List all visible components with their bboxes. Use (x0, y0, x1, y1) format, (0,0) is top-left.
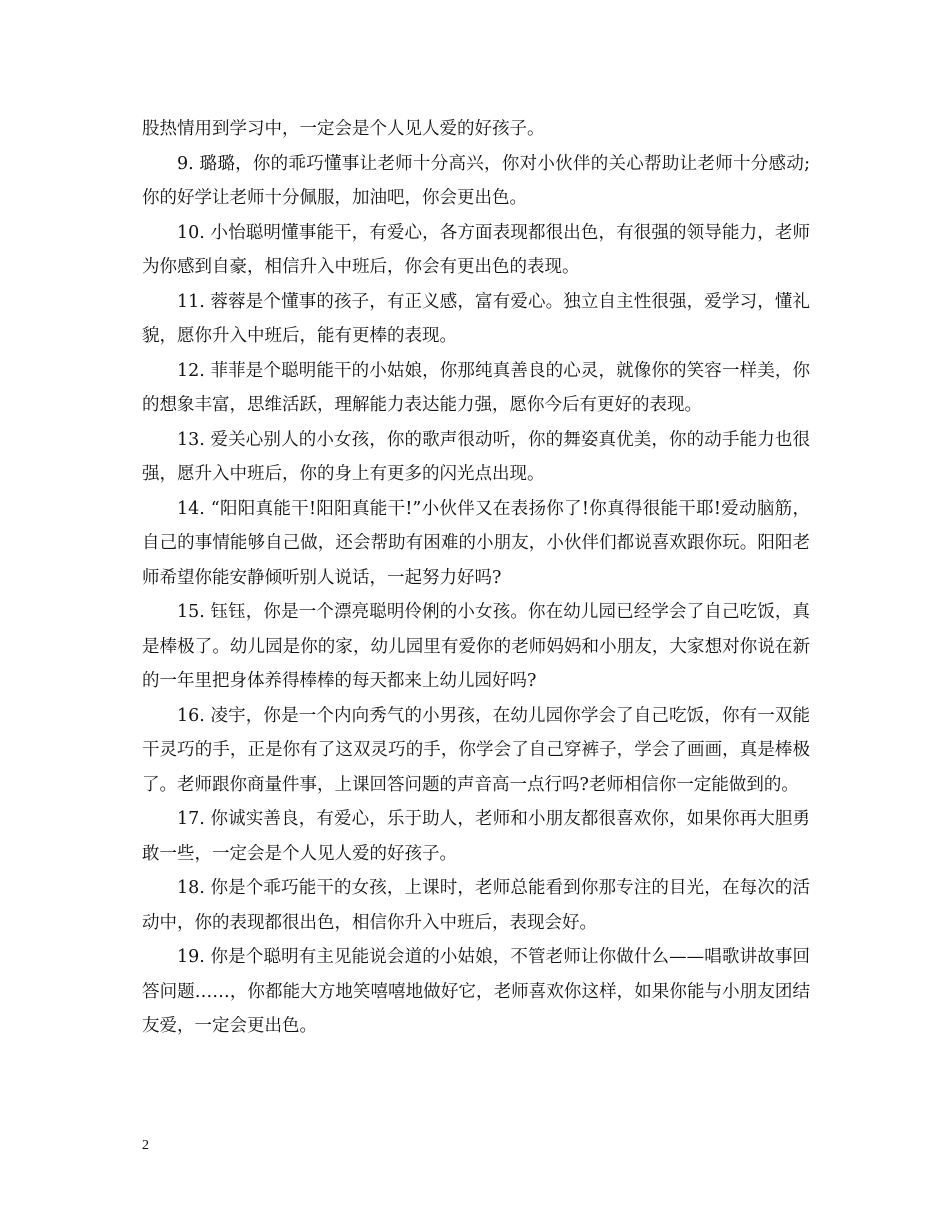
paragraph: 9. 璐璐，你的乖巧懂事让老师十分高兴，你对小伙伴的关心帮助让老师十分感动;你的好学让老师十分佩服，加油吧，你会更出色。 (142, 153, 810, 208)
paragraph: 12. 菲菲是个聪明能干的小姑娘，你那纯真善良的心灵，就像你的笑容一样美，你的想象丰富，思维活跃，理解能力表达能力强，愿你今后有更好的表现。 (142, 360, 810, 415)
paragraph: 11. 蓉蓉是个懂事的孩子，有正义感，富有爱心。独立自主性很强，爱学习，懂礼貌，愿你升入中班后，能有更棒的表现。 (142, 291, 810, 346)
paragraph: 19. 你是个聪明有主见能说会道的小姑娘，不管老师让你做什么——唱歌讲故事回答问题……，你都能大方地笑嘻嘻地做好它，老师喜欢你这样，如果你能与小朋友团结友爱，一定会更出色。 (142, 947, 810, 1036)
paragraph: 13. 爱关心别人的小女孩，你的歌声很动听，你的舞姿真优美，你的动手能力也很强，愿升入中班后，你的身上有更多的闪光点出现。 (142, 429, 810, 484)
paragraph: 股热情用到学习中，一定会是个人见人爱的好孩子。 (142, 119, 545, 139)
paragraph: 15. 钰钰，你是一个漂亮聪明伶俐的小女孩。你在幼儿园已经学会了自己吃饭，真是棒极了。幼儿园是你的家，幼儿园里有爱你的老师妈妈和小朋友，大家想对你说在新的一年里把身体养得棒棒的每天都来上幼儿园好吗? (142, 602, 810, 691)
page-number: 2 (142, 1138, 149, 1153)
paragraph: 18. 你是个乖巧能干的女孩，上课时，老师总能看到你那专注的目光，在每次的活动中，你的表现都很出色，相信你升入中班后，表现会好。 (142, 878, 810, 933)
paragraph: 16. 凌宇，你是一个内向秀气的小男孩，在幼儿园你学会了自己吃饭，你有一双能干灵巧的手，正是你有了这双灵巧的手，你学会了自己穿裤子，学会了画画，真是棒极了。老师跟你商量件事，上课回答问题的声音高一点行吗?老师相信你一定能做到的。 (142, 705, 810, 795)
paragraph: 17. 你诚实善良，有爱心，乐于助人，老师和小朋友都很喜欢你，如果你再大胆勇敢一些，一定会是个人见人爱的好孩子。 (142, 809, 810, 864)
paragraph: 14. “阳阳真能干!阳阳真能干!”小伙伴又在表扬你了!你真得很能干耶!爱动脑筋，自己的事情能够自己做，还会帮助有困难的小朋友，小伙伴们都说喜欢跟你玩。阳阳老师希望你能安静倾听别人说话，一起努力好吗? (142, 498, 810, 588)
document-body (142, 112, 810, 1044)
paragraph: 10. 小怡聪明懂事能干，有爱心，各方面表现都很出色，有很强的领导能力，老师为你感到自豪，相信升入中班后，你会有更出色的表现。 (142, 222, 810, 277)
